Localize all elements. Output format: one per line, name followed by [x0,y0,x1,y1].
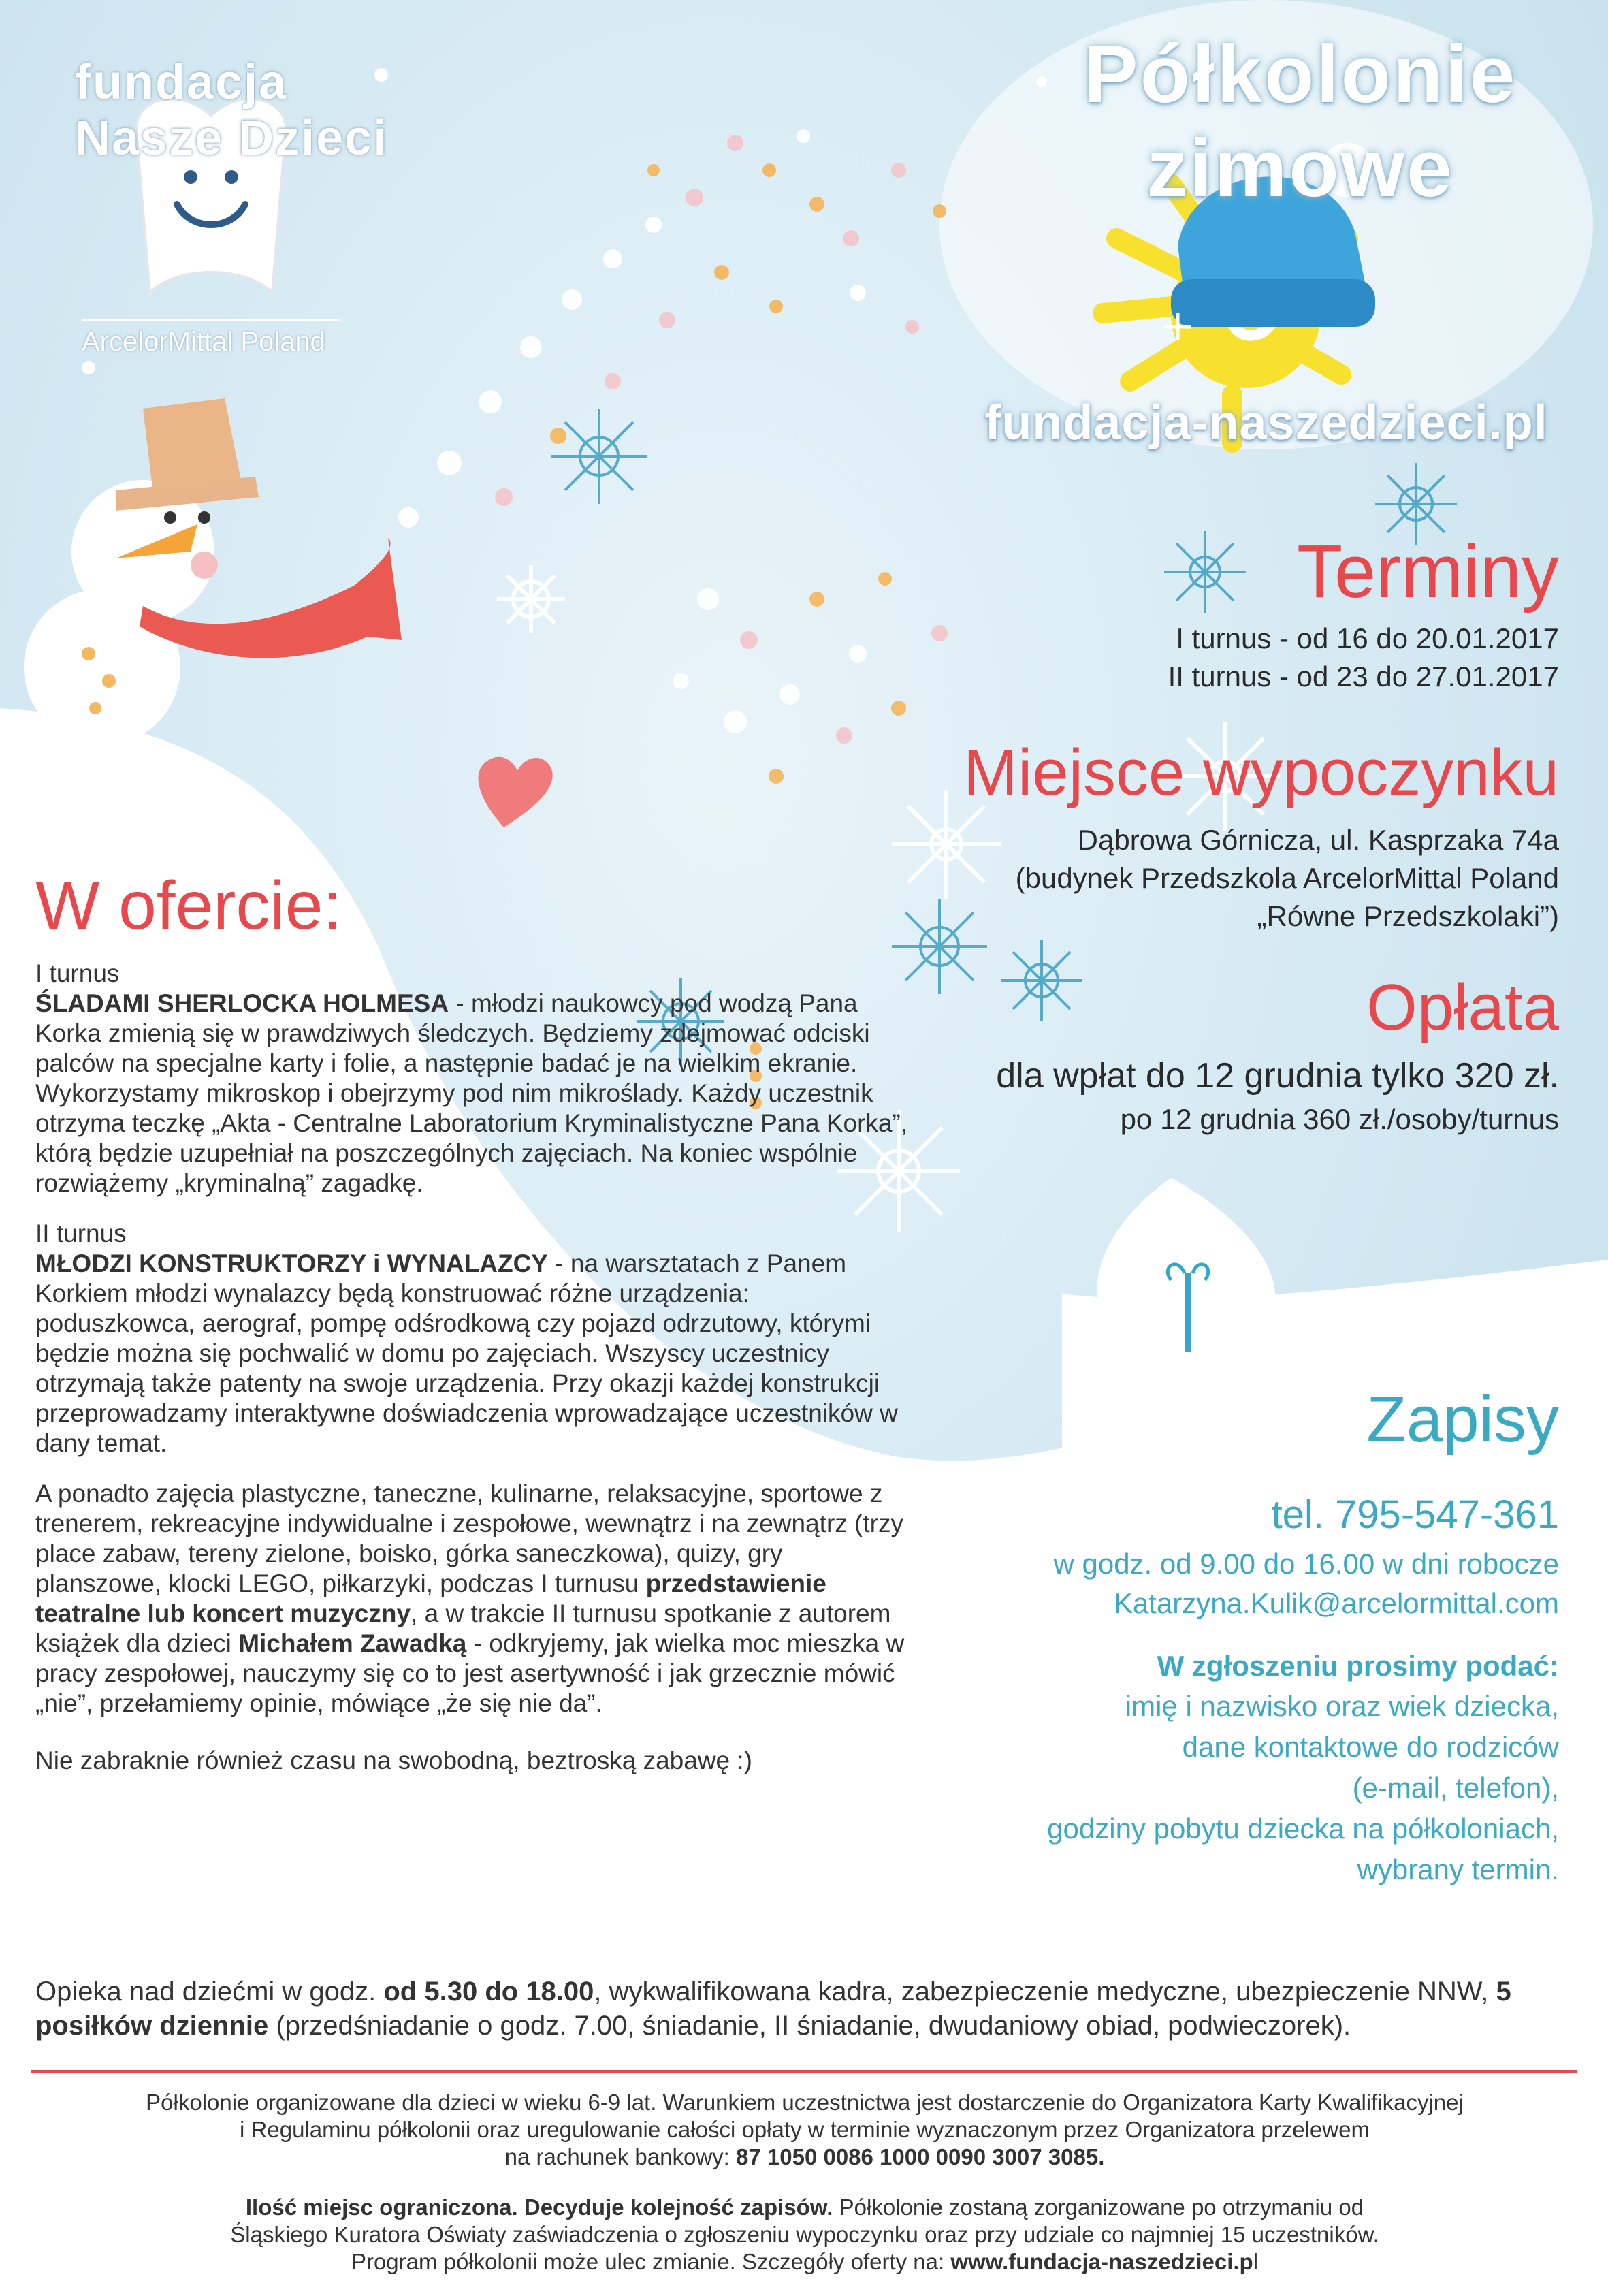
hero-title: Półkolonie zimowe [1083,29,1517,214]
offer-t2-text: - na warsztatach z Panem Korkiem młodzi wynalazcy będą konstruować różne urządzenia: poduszkowca, aerograf, pompę odśrodkową czy pojazd odrzutowy, którymi będzie można się pochwalić w domu po zajęciach. Wszyscy uczestnicy otrzymają także patenty na swoje urządzenia. Przy okazji każdej konstrukcji przeprowadzamy interaktywne doświadczenia wprowadzające uczestników w dany temat. [35,1249,898,1457]
logo-brand: ArcelorMittal Poland [82,327,325,357]
oplata-heading: Opłata [1366,971,1559,1044]
zapisy-req-2: dane kontaktowe do rodziców [1182,1731,1559,1763]
zapisy-email[interactable]: Katarzyna.Kulik@arcelormittal.com [1113,1587,1559,1619]
hero-website[interactable]: fundacja-naszedzieci.pl [984,396,1548,450]
footer-line-2: i Regulaminu półkolonii oraz uregulowanie całości opłaty w terminie wyznaczonym przez Organizatora przelewem [240,2117,1370,2142]
care-b2: 5 posiłków dziennie [35,1977,1511,2041]
offer-turnus-2 [35,1219,914,1458]
zapisy-req-heading: W zgłoszeniu prosimy podać: [1157,1650,1559,1682]
zapisy-phone[interactable]: tel. 795-547-361 [1271,1493,1559,1537]
miejsce-line-3: „Równe Przedszkolaki”) [1257,900,1559,932]
offer-extra-bold-1: przedstawienie teatralne lub koncert muzyczny [35,1569,826,1627]
miejsce-line-1: Dąbrowa Górnicza, ul. Kasprzaka 74a [1077,824,1559,856]
bank-account: 87 1050 0086 1000 0090 3007 3085. [736,2144,1105,2169]
miejsce-line-2: (budynek Przedszkola ArcelorMittal Poland [1015,862,1559,894]
offer-extra [35,1479,914,1719]
miejsce-section [674,735,1559,936]
footer-website-link[interactable]: www.fundacja-naszedzieci.p [950,2249,1253,2274]
offer-extra-3: - odkryjemy, jak wielka moc mieszka w pracy zespołowej, nauczymy się co to jest asertywność i jak grzecznie mówić „nie”, przełamiemy opinie, mówiące „że się nie da”. [35,1629,905,1717]
offer-body [35,959,914,1783]
oplata-main: dla wpłat do 12 grudnia tylko 320 zł. [996,1056,1559,1096]
offer-heading: W ofercie: [35,867,342,944]
zapisy-req-1: imię i nazwisko oraz wiek dziecka, [1125,1690,1559,1722]
offer-t1-label: I turnus [35,959,120,987]
zapisy-section [844,1382,1559,1890]
footer-line-4: Ilość miejsc ograniczona. Decyduje kolejność zapisów. Półkolonie zostaną zorganizowane po otrzymaniu od [245,2195,1364,2220]
zapisy-req-4: godziny pobytu dziecka na półkoloniach, [1047,1813,1559,1845]
zapisy-req-3: (e-mail, telefon), [1352,1772,1559,1804]
offer-extra-bold-2: Michałem Zawadką [238,1629,467,1657]
offer-extra-1: A ponadto zajęcia plastyczne, taneczne, kulinarne, relaksacyjne, sportowe z trenerem, rekreacyjne indywidualne i zespołowe, wewnątrz i na zewnątrz (trzy place zabaw, tereny zielone, boisko, górka saneczkowa), quizy, gry planszowe, klocki LEGO, piłkarzyki, podczas I turnusu [35,1480,903,1597]
offer-turnus-1 [35,959,914,1198]
care-p1: Opieka nad dziećmi w godz. [35,1977,384,2007]
oplata-after: po 12 grudnia 360 zł./osoby/turnus [1120,1103,1559,1135]
logo-underline [82,319,340,321]
offer-fun: Nie zabraknie również czasu na swobodną, beztroską zabawę :) [35,1747,753,1774]
footer-line-1: Półkolonie organizowane dla dzieci w wieku 6-9 lat. Warunkiem uczestnictwa jest dostarczenie do Organizatora Karty Kwalifikacyjnej [146,2090,1464,2115]
care-p3: (przedśniadanie o godz. 7.00, śniadanie, II śniadanie, dwudaniowy obiad, podwieczorek). [268,2011,1351,2041]
zapisy-heading: Zapisy [1366,1383,1559,1456]
offer-t2-label: II turnus [35,1219,127,1247]
terminy-line-2: II turnus - od 23 do 27.01.2017 [1168,660,1559,692]
care-text [35,1975,1574,2043]
terminy-section [810,531,1559,696]
footer-line-3: na rachunek bankowy: 87 1050 0086 1000 0090 3007 3085. [504,2144,1105,2169]
care-b1: od 5.30 do 18.00 [383,1977,594,2007]
offer-extra-2: , a w trakcie II turnusu spotkanie z autorem książek dla dzieci [35,1599,891,1657]
zapisy-hours: w godz. od 9.00 do 16.00 w dni robocze [1053,1548,1559,1580]
terminy-line-1: I turnus - od 16 do 20.01.2017 [1176,622,1559,654]
offer-t2-title: MŁODZI KONSTRUKTORZY i WYNALAZCY [35,1249,548,1277]
offer-t1-text: - młodzi naukowcy pod wodzą Pana Korka zmienią się w prawdziwych śledczych. Będziemy zdejmować odciski palców na specjalne karty i folie, a następnie badać je na wielkim ekranie. Wykorzystamy mikroskop i obejrzymy pod nim mikroślady. Każdy uczestnik otrzyma teczkę „Akta - Centralne Laboratorium Kryminalistyczne Pana Korka”, którą będzie uzupełniał na poszczególnych zajęciach. Na koniec wspólnie rozwiążemy „kryminalną” zagadkę. [35,989,908,1197]
offer-t1-title: ŚLADAMI SHERLOCKA HOLMESA [35,989,449,1017]
zapisy-req-5: wybrany termin. [1357,1853,1559,1885]
footer-line-5: Śląskiego Kuratora Oświaty zaświadczenia o zgłoszeniu wypoczynku oraz przy udziale co najmniej 15 uczestników. [230,2222,1379,2247]
logo-arc-text: fundacja Nasze Dzieci [75,55,389,165]
terminy-heading: Terminy [1296,530,1559,613]
miejsce-heading: Miejsce wypoczynku [963,736,1559,809]
footer [35,2089,1574,2276]
footer-line-6: Program półkolonii może ulec zmianie. Szczegóły oferty na: www.fundacja-naszedzieci.pl [351,2249,1259,2274]
care-p2: , wykwalifikowana kadra, zabezpieczenie medyczne, ubezpieczenie NNW, [594,1977,1496,2007]
